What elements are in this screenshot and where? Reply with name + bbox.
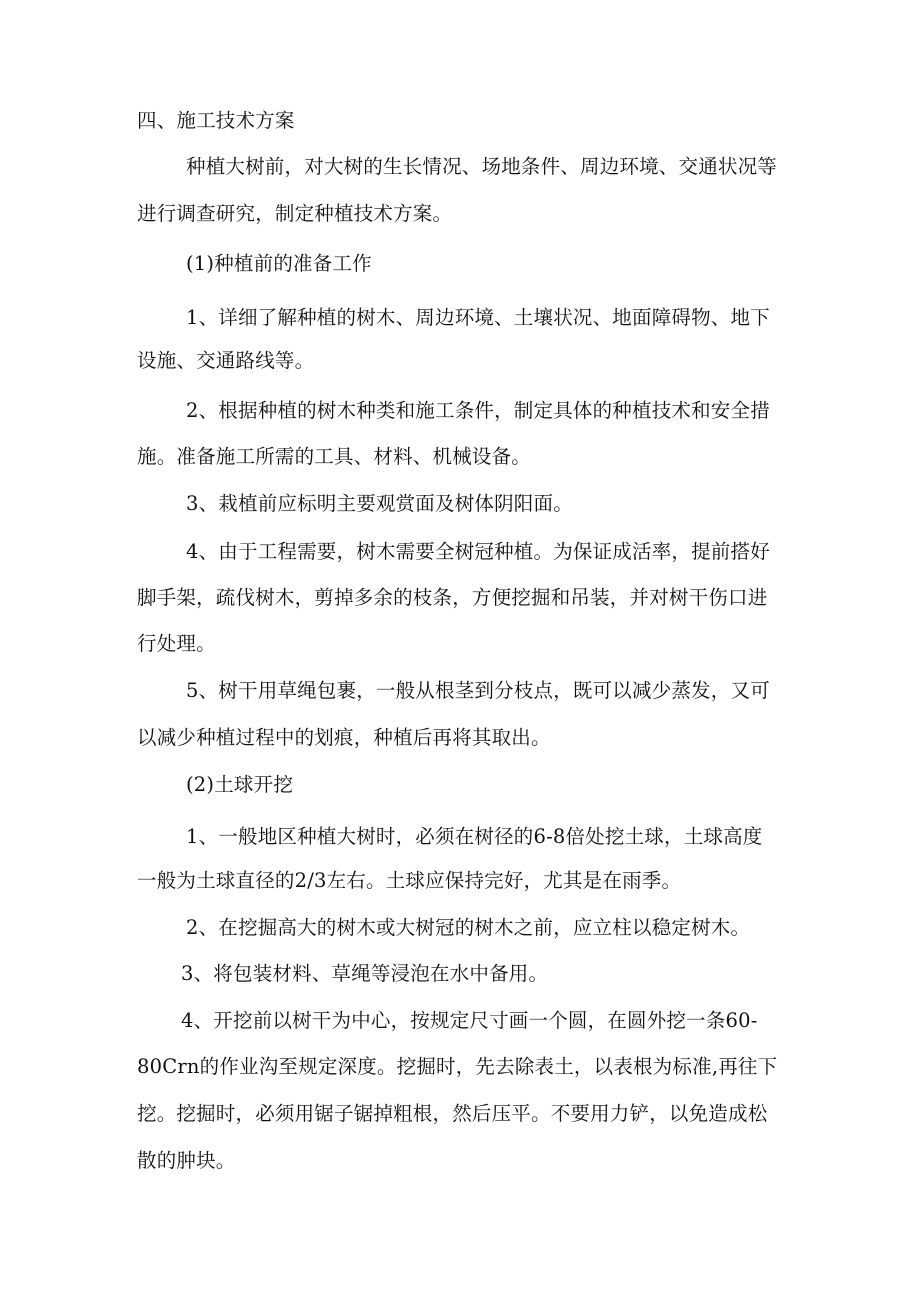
section1-item4-line3: 行处理。 bbox=[137, 632, 216, 655]
section1-item4-line2: 脚手架，疏伐树木，剪掉多余的枝条，方便挖掘和吊装，并对树干伤口进 bbox=[137, 586, 768, 609]
section2-item1-line2: 一般为土球直径的2/3左右。土球应保持完好，尤其是在雨季。 bbox=[137, 869, 682, 892]
section2-item4-line1: 4、开挖前以树干为中心，按规定尺寸画一个圆，在圆外挖一条60- bbox=[181, 1009, 758, 1032]
section1-item4-line1: 4、由于工程需要，树木需要全树冠种植。为保证成活率，提前搭好 bbox=[186, 540, 770, 563]
section1-item5-line1: 5、树干用草绳包裹，一般从根茎到分枝点，既可以减少蒸发，又可 bbox=[186, 679, 770, 702]
section1-item5-line2: 以减少种植过程中的划痕，种植后再将其取出。 bbox=[137, 726, 551, 749]
section1-item2-line1: 2、根据种植的树木种类和施工条件，制定具体的种植技术和安全措 bbox=[186, 399, 770, 422]
section2-item4-line3: 挖。挖掘时，必须用锯子锯掉粗根，然后压平。不要用力铲，以免造成松 bbox=[137, 1102, 768, 1125]
section2-item4-line4: 散的肿块。 bbox=[137, 1149, 236, 1172]
section1-item3-line1: 3、栽植前应标明主要观赏面及树体阴阳面。 bbox=[186, 492, 573, 515]
section2-item2-line1: 2、在挖掘高大的树木或大树冠的树木之前，应立柱以稳定树木。 bbox=[186, 916, 751, 939]
section2-item3-line1: 3、将包装材料、草绳等浸泡在水中备用。 bbox=[181, 962, 549, 985]
section2-item4-line2: 80Crn的作业沟至规定深度。挖掘时，先去除表土，以表根为标准,再往下 bbox=[137, 1055, 778, 1078]
section1-item1-line2: 设施、交通路线等。 bbox=[137, 349, 315, 372]
section-heading: 四、施工技术方案 bbox=[137, 109, 295, 132]
intro-line-2: 进行调查研究，制定种植技术方案。 bbox=[137, 202, 453, 225]
subsection-title-2: (2)土球开挖 bbox=[186, 773, 294, 796]
subsection-title-1: (1)种植前的准备工作 bbox=[186, 252, 372, 275]
intro-line-1: 种植大树前，对大树的生长情况、场地条件、周边环境、交通状况等 bbox=[186, 155, 778, 178]
section1-item2-line2: 施。准备施工所需的工具、材料、机械设备。 bbox=[137, 445, 532, 468]
section1-item1-line1: 1、详细了解种植的树木、周边环境、土壤状况、地面障碍物、地下 bbox=[186, 306, 770, 329]
section2-item1-line1: 1、一般地区种植大树时，必须在树径的6-8倍处挖土球，土球高度 bbox=[186, 825, 763, 848]
